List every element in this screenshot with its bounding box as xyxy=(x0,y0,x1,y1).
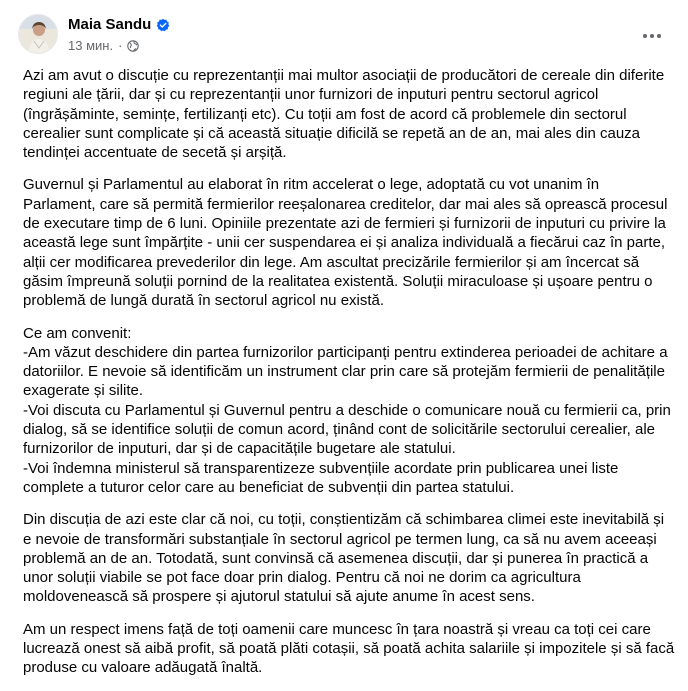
more-options-icon xyxy=(643,34,647,38)
post-header xyxy=(18,14,170,54)
more-options-icon xyxy=(657,34,661,38)
more-options-button[interactable] xyxy=(634,22,670,50)
post-paragraph: Ce am convenit: -Am văzut deschidere din partea furnizorilor participanți pentru extinderea perioadei de achitare a datoriilor. E nevoie să identificăm un instrument clar prin care să protejăm fermierii de penalitățile exagerate și silite. -Voi discuta cu Parlamentul și Guvernul pentru a deschide o comunicare nouă cu fermierii ca, prin dialog, să se identifice soluții de comun acord, ținând cont de solicitările sectorului cerealier, ale furnizorilor de inputuri, dar și de capacitățile bugetare ale statului. -Voi îndemna ministerul să transparentizeze subvențiile acordate prin publicarea unei liste complete a tuturor celor care au beneficiat de subvenții din partea statului. xyxy=(23,324,671,496)
post-paragraph: Am un respect imens față de toți oamenii care muncesc în țara noastră și vreau ca toți cei care lucrează onest să aibă profit, să poată plăti cotașii, să poată achita salariile și impozitele și să facă produse cu valoare adăugată înaltă. xyxy=(23,620,675,677)
globe-icon[interactable] xyxy=(127,40,139,52)
avatar-photo-icon xyxy=(19,15,58,54)
verified-badge-icon xyxy=(156,18,170,32)
post-text xyxy=(23,66,675,691)
post-info-row xyxy=(68,38,170,54)
more-options-icon xyxy=(650,34,654,38)
avatar[interactable] xyxy=(18,14,58,54)
post-paragraph: Azi am avut o discuție cu reprezentanții mai multor asociații de producători de cereale din diferite regiuni ale țării, dar și cu reprezentanții unor furnizori de inputuri pentru sectorul agricol (îngrășăminte, semințe, fertilizanți etc). Cu toții am fost de acord că problemele din sectorul cerealier sunt complicate și că această situație dificilă se repetă an de an, mai ales din cauza tendinței accentuate de secetă și arșiță. xyxy=(23,67,665,162)
post-paragraph: Din discuția de azi este clar că noi, cu toții, conștientizăm că schimbarea climei este inevitabilă și e nevoie de transformări substanțiale în sectorul agricol pe termen lung, ca să nu avem aceeași problemă an de an. Totodată, sunt convinsă că asemenea discuții, dar și punerea în practică a unor soluții viabile se pot face doar prin dialog. Pentru că noi ne dorim ca agricultura moldovenească să prospere și ajutorul statului să ajute anume în acest sens. xyxy=(23,511,665,606)
author-name[interactable]: Maia Sandu xyxy=(68,15,152,33)
post-paragraph: Guvernul și Parlamentul au elaborat în ritm accelerat o lege, adoptată cu vot unanim în Parlament, care să permită fermierilor reeșalonarea creditelor, dar mai ales să oprească procesul de executare timp de 6 luni. Opiniile prezentate azi de fermieri și furnizorii de inputuri cu privire la această lege sunt împărțite - unii cer suspendarea ei și analiza individuală a fiecărui caz în parte, alții cer modificarea prevederilor din lege. Am ascultat precizările fermierilor și am încercat să găsim împreună soluții pornind de la realitatea existentă. Soluții miraculoase și ușoare pentru o problemă de lungă durată în sectorul agricol nu există. xyxy=(23,176,668,310)
post-timestamp[interactable]: 13 мин. xyxy=(68,37,114,53)
author-row xyxy=(68,15,170,35)
post-meta xyxy=(68,15,170,54)
separator-dot: · xyxy=(118,37,123,53)
